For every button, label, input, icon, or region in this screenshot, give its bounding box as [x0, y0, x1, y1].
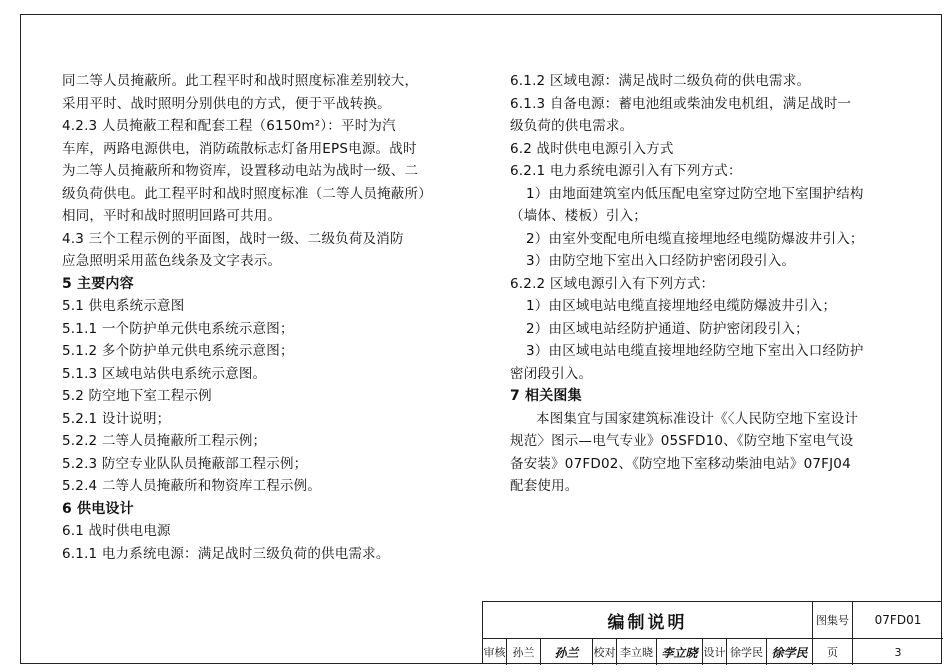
text-line: 密闭段引入。 [510, 365, 593, 382]
text-line: 2）由区域电站经防护通道、防护密闭段引入； [526, 320, 809, 337]
text-line: 6.1.2 区域电源：满足战时二级负荷的供电需求。 [510, 73, 811, 89]
text-line: 4.3 三个工程示例的平面图，战时一级、二级负荷及消防 [62, 230, 404, 247]
section-heading: 6 供电设计 [62, 500, 134, 517]
text-line: 为二等人员掩蔽所和物资库，设置移动电站为战时一级、二 [62, 163, 419, 179]
design-label: 设计 [703, 639, 727, 665]
page-label: 页 [813, 639, 853, 665]
text-line: 备安装》07FD02、《防空地下室移动柴油电站》07FJ04 [510, 455, 851, 472]
text-line: 5.1.3 区域电站供电系统示意图。 [62, 365, 267, 382]
text-line: 应急照明采用蓝色线条及文字表示。 [62, 253, 282, 269]
checker-signature: 李立晓 [657, 639, 703, 665]
text-line: 5.2.1 设计说明； [62, 410, 171, 427]
left-column [62, 70, 482, 565]
section-heading: 7 相关图集 [510, 388, 582, 404]
text-line: 6.2.2 区域电源引入有下列方式： [510, 275, 715, 292]
text-line: 5.2 防空地下室工程示例 [62, 388, 212, 404]
text-line: 车库，两路电源供电，消防疏散标志灯备用EPS电源。战时 [62, 140, 417, 157]
checker-name: 李立晓 [617, 639, 657, 665]
text-line: 6.2 战时供电电源引入方式 [510, 140, 674, 157]
right-column [510, 70, 910, 498]
text-line: 6.1.3 自备电源：蓄电池组或柴油发电机组，满足战时一 [510, 95, 852, 112]
text-line: 2）由室外变配电所电缆直接埋地经电缆防爆波井引入； [526, 230, 864, 247]
atlas-number: 07FD01 [853, 602, 943, 639]
text-line: 3）由区域电站电缆直接埋地经防空地下室出入口经防护 [526, 343, 864, 359]
reviewer-name: 孙兰 [507, 639, 541, 665]
text-line: 5.2.4 二等人员掩蔽所和物资库工程示例。 [62, 478, 322, 494]
designer-signature: 徐学民 [767, 639, 813, 665]
text-line: 1）由地面建筑室内低压配电室穿过防空地下室围护结构 [526, 185, 864, 202]
text-line: 6.1 战时供电电源 [62, 523, 171, 539]
text-line: 本图集宜与国家建筑标准设计《〈人民防空地下室设计 [536, 410, 859, 427]
page-number: 3 [894, 645, 902, 659]
text-line: 6.2.1 电力系统电源引入有下列方式： [510, 163, 742, 179]
atlas-number-label: 图集号 [813, 602, 853, 639]
text-line: 5.1.1 一个防护单元供电系统示意图； [62, 320, 294, 337]
text-line: 规范〉图示—电气专业》05SFD10、《防空地下室电气设 [510, 433, 854, 449]
text-line: 1）由区域电站电缆直接埋地经电缆防爆波井引入； [526, 298, 837, 314]
text-line: 相同，平时和战时照明回路可共用。 [62, 208, 282, 224]
check-label: 校对 [593, 639, 617, 665]
text-line: 4.2.3 人员掩蔽工程和配套工程（6150m²）：平时为汽 [62, 118, 396, 134]
section-heading: 5 主要内容 [62, 275, 134, 292]
signature-row [483, 639, 813, 665]
text-line: 5.1.2 多个防护单元供电系统示意图； [62, 343, 294, 359]
text-line: 5.2.2 二等人员掩蔽所工程示例； [62, 433, 267, 449]
text-line: 级负荷的供电需求。 [510, 118, 634, 134]
designer-name: 徐学民 [727, 639, 767, 665]
title-block [482, 601, 942, 664]
text-line: 6.1.1 电力系统电源：满足战时三级负荷的供电需求。 [62, 545, 390, 562]
review-label: 审核 [483, 639, 507, 665]
reviewer-signature: 孙兰 [541, 639, 593, 665]
text-line: 5.2.3 防空专业队队员掩蔽部工程示例； [62, 455, 308, 472]
text-line: 3）由防空地下室出入口经防护密闭段引入。 [526, 253, 796, 269]
text-line: （墙体、楼板）引入； [510, 208, 647, 224]
text-line: 采用平时、战时照明分别供电的方式，便于平战转换。 [62, 95, 391, 112]
text-line: 同二等人员掩蔽所。此工程平时和战时照度标准差别较大， [62, 73, 419, 89]
text-line: 5.1 供电系统示意图 [62, 298, 185, 314]
drawing-title: 编制说明 [483, 602, 813, 639]
text-line: 级负荷供电。此工程平时和战时照度标准（二等人员掩蔽所） [62, 185, 432, 202]
text-line: 配套使用。 [510, 478, 579, 494]
